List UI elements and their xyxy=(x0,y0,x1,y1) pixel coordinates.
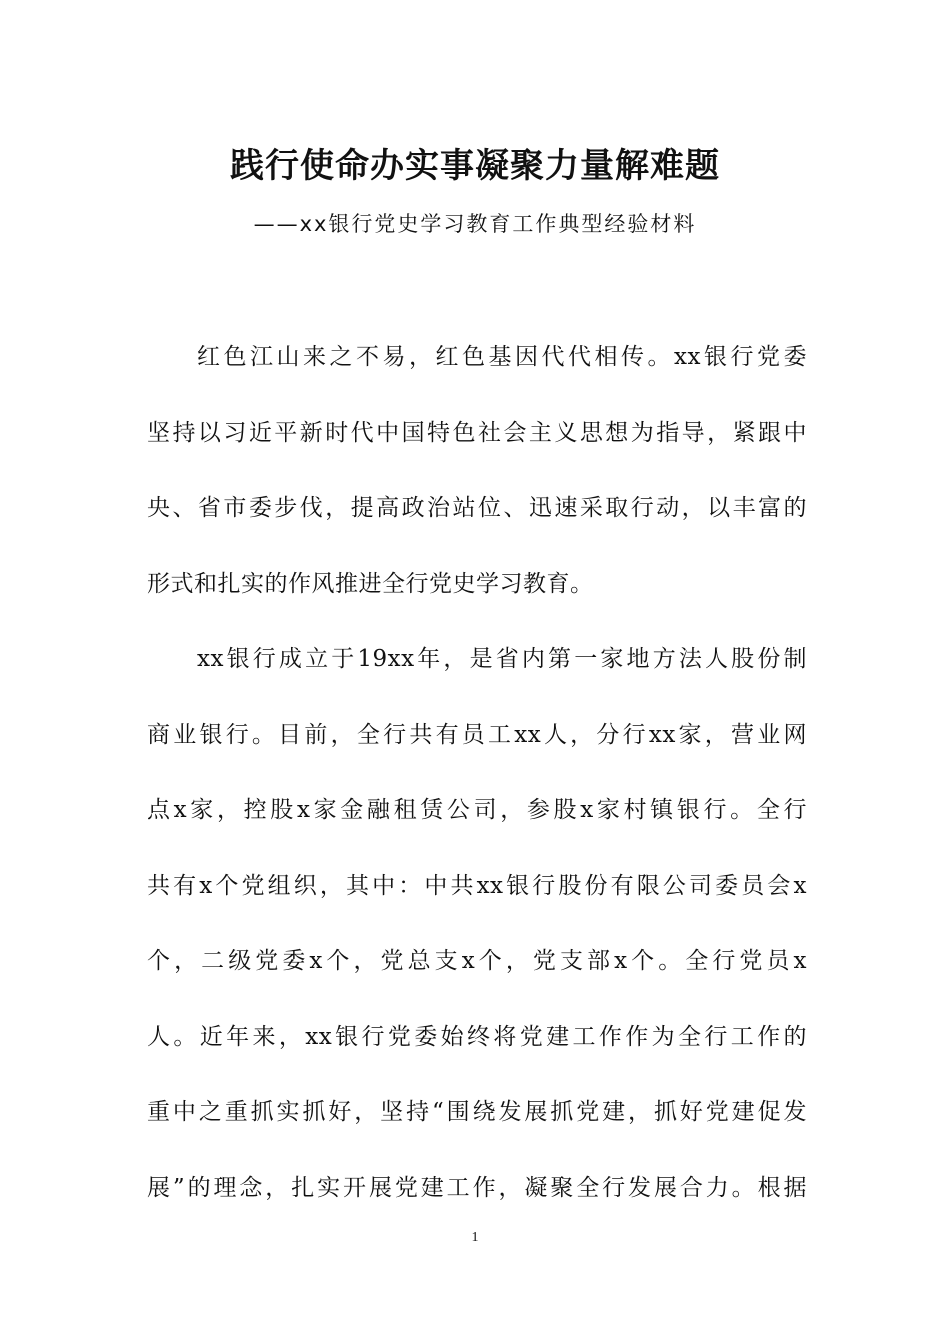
document-title: 践行使命办实事凝聚力量解难题 xyxy=(230,146,720,186)
paragraph-1-line-4: 形式和扎实的作风推进全行党史学习教育。 xyxy=(147,570,594,597)
paragraph-2-line-8: 展”的理念，扎实开展党建工作，凝聚全行发展合力。根据 xyxy=(147,1174,807,1201)
paragraph-2-line-7: 重中之重抓实抓好，坚持“围绕发展抓党建，抓好党建促发 xyxy=(147,1099,807,1125)
paragraph-2-line-1: xx银行成立于19xx年，是省内第一家地方法人股份制 xyxy=(197,646,807,672)
document-subtitle: ——xx银行党史学习教育工作典型经验材料 xyxy=(253,212,697,236)
paragraph-2-line-4: 共有x个党组织，其中：中共xx银行股份有限公司委员会x xyxy=(147,872,807,899)
paragraph-2-line-5: 个，二级党委x个，党总支x个，党支部x个。全行党员x xyxy=(147,948,807,974)
page-number: 1 xyxy=(471,1230,479,1245)
body-text xyxy=(147,337,807,1243)
paragraph-2-line-6: 人。近年来，xx银行党委始终将党建工作作为全行工作的 xyxy=(147,1023,807,1050)
paragraph-2-line-2: 商业银行。目前，全行共有员工xx人，分行xx家，营业网 xyxy=(147,721,807,748)
paragraph-2-line-3: 点x家，控股x家金融租赁公司，参股x家村镇银行。全行 xyxy=(147,797,807,823)
paragraph-1-line-1: 红色江山来之不易，红色基因代代相传。xx银行党委 xyxy=(197,344,807,370)
paragraph-1-line-2: 坚持以习近平新时代中国特色社会主义思想为指导，紧跟中 xyxy=(147,419,807,446)
paragraph-1-line-3: 央、省市委步伐，提高政治站位、迅速采取行动，以丰富的 xyxy=(147,495,807,521)
